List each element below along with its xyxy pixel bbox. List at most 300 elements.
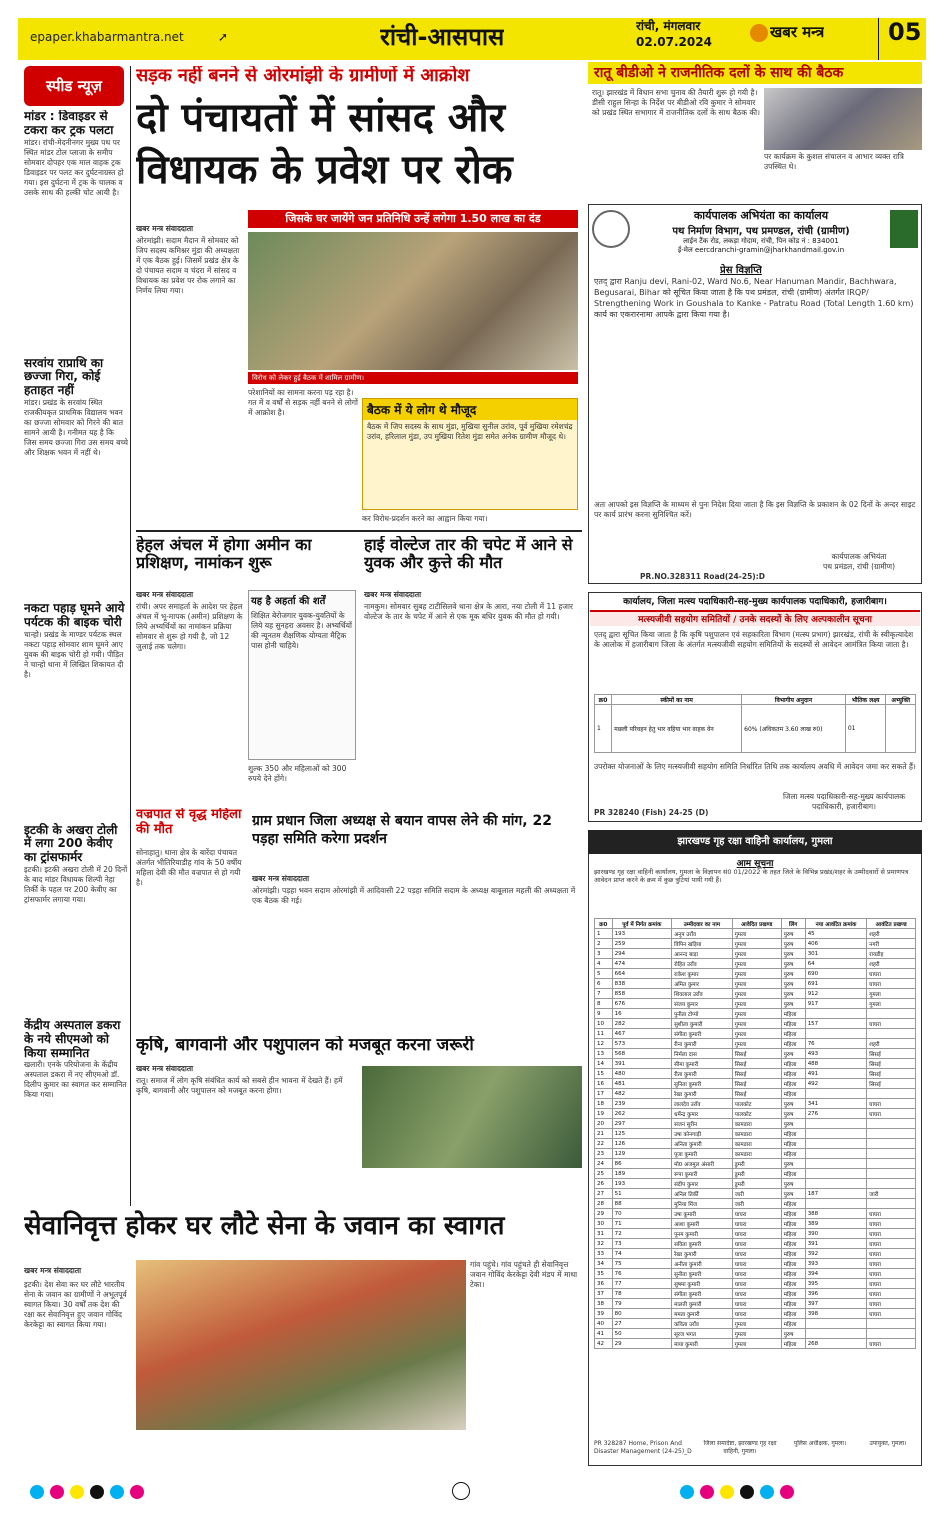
hg-cell: पुरुष: [781, 1329, 805, 1339]
hg-cell: मालती कुमारी: [672, 1299, 733, 1309]
hg-cell: महिला: [781, 1139, 805, 1149]
hg-cell: सिसई: [732, 1049, 781, 1059]
hg-cell: कामडारा: [732, 1139, 781, 1149]
hg-cell: महिला: [781, 1299, 805, 1309]
fish-cell-2: 60% (अधिकतम 3.60 लाख रु0): [742, 705, 846, 753]
hg-cell: घाघरा: [867, 1229, 916, 1239]
hg-cell: संदीप कुमार: [672, 1179, 733, 1189]
hg-cell: 397: [805, 1299, 867, 1309]
hg-cell: [805, 1199, 867, 1209]
hg-cell: कविता उराँव: [672, 1319, 733, 1329]
lead-attendees-title: बैठक में ये लोग थे मौजूद: [363, 399, 577, 420]
hg-cell: 193: [612, 929, 671, 939]
army-title: सेवानिवृत्त होकर घर लौटे सेना के जवान का स्वागत: [24, 1211, 505, 1241]
hg-cell: 396: [805, 1289, 867, 1299]
ratu-photo: [764, 88, 922, 150]
hg-cell: 393: [805, 1259, 867, 1269]
pradhan-title: ग्राम प्रधान जिला अध्यक्ष से बयान वापस लेने की मांग, 22 पड़हा समिति करेगा प्रदर्शन: [252, 813, 552, 847]
hg-cell: 4: [595, 959, 613, 969]
hg-cell: 30: [595, 1219, 613, 1229]
crosshair-icon: [452, 1482, 470, 1500]
hg-cell: 573: [612, 1039, 671, 1049]
hg-cell: गुमला: [732, 1039, 781, 1049]
hg-cell: 64: [805, 959, 867, 969]
hg-cell: 389: [805, 1219, 867, 1229]
hg-col-4: लिंग: [781, 919, 805, 929]
hg-cell: घाघरा: [867, 1019, 916, 1029]
hg-cell: 24: [595, 1159, 613, 1169]
amin-body: रांची। अपर समाहर्ता के आदेश पर हेहल अंचल में भू-मापक (अमीन) प्रशिक्षण के लिये अभ्यर्थियों का नामांकन प्रक्रिया सोमवार से शुरू हो गयी है, जो 12 जुलाई तक चलेगा।: [136, 602, 243, 651]
hg-cell: 71: [612, 1219, 671, 1229]
lead-byline: खबर मन्त्र संवाददाता: [136, 224, 194, 233]
hg-cell: 2: [595, 939, 613, 949]
hg-cell: 392: [805, 1249, 867, 1259]
notice-fish-head: मत्स्यजीवी सहयोग समितियों / उनके सदस्यों के लिए अल्पकालीन सूचना: [590, 610, 920, 626]
hg-cell: कामडारा: [732, 1149, 781, 1159]
agri-title: कृषि, बागवानी और पशुपालन को मजबूत करना जरूरी: [136, 1036, 474, 1055]
hg-cell: 193: [612, 1179, 671, 1189]
hg-cell: 28: [595, 1199, 613, 1209]
hg-cell: सुनिता कुमारी: [672, 1079, 733, 1089]
table-row: [595, 1219, 916, 1229]
hg-cell: 341: [805, 1099, 867, 1109]
hg-cell: [867, 1159, 916, 1169]
hg-cell: [805, 1179, 867, 1189]
hg-cell: 676: [612, 999, 671, 1009]
speed-news-head-1: मांडर : डिवाइडर से टकरा कर ट्रक पलटा: [24, 110, 114, 137]
hg-cell: पुनीता टोप्पो: [672, 1009, 733, 1019]
hg-cell: संगीता कुमारी: [672, 1289, 733, 1299]
hg-col-3: आवेदित प्रखण्ड: [732, 919, 781, 929]
hg-cell: घाघरा: [867, 1269, 916, 1279]
site-url[interactable]: epaper.khabarmantra.net: [30, 30, 184, 44]
speed-news-body-3: चान्हो। प्रखंड के माण्डर पर्यटक स्थल नकटा पहाड़ सोमवार शाम घूमने आए युवक की बाइक चोरी हो गयी। पीड़ित ने चान्हो थाना में लिखित शिकायत दी है।: [24, 629, 124, 679]
hg-cell: मुनिया मिंज: [672, 1199, 733, 1209]
hg-cell: गुमला: [732, 949, 781, 959]
speed-news-head-4: इटकी के अखरा टोली में लगा 200 केवीए का ट्रांसफार्मर: [24, 822, 118, 865]
hg-cell: 5: [595, 969, 613, 979]
hg-cell: 282: [612, 1019, 671, 1029]
hg-cell: 76: [805, 1039, 867, 1049]
hg-cell: 239: [612, 1099, 671, 1109]
speed-news-head-3: नकटा पहाड़ घूमने आये पर्यटक की बाइक चोरी: [24, 600, 125, 629]
hg-cell: सिसई: [732, 1079, 781, 1089]
hg-cell: 3: [595, 949, 613, 959]
hg-cell: 22: [595, 1139, 613, 1149]
table-row: [595, 1029, 916, 1039]
hg-cell: 474: [612, 959, 671, 969]
hg-cell: घाघरा: [732, 1269, 781, 1279]
hg-cell: 1: [595, 929, 613, 939]
hg-cell: 45: [805, 929, 867, 939]
hg-cell: 276: [805, 1109, 867, 1119]
agri-byline: खबर मन्त्र संवाददाता: [136, 1064, 194, 1073]
hg-cell: अमित कुमार: [672, 979, 733, 989]
hg-cell: 16: [612, 1009, 671, 1019]
hg-cell: 10: [595, 1019, 613, 1029]
hg-cell: 394: [805, 1269, 867, 1279]
pradhan-body: ओरमांझी। पड़हा भवन सदाम ओरमांझी में आदिवासी 22 पड़हा समिति सदाम के अध्यक्ष बाबूलाल महली की अध्यक्षता में एक बैठक की गई।: [252, 886, 576, 905]
section-title: रांची-आसपास: [380, 23, 505, 51]
notice-road-pr: PR.NO.328311 Road(24-25):D: [640, 572, 765, 581]
table-row: [595, 1129, 916, 1139]
hg-cell: घाघरा: [867, 1239, 916, 1249]
hg-cell: पुरुष: [781, 1049, 805, 1059]
hg-cell: 42: [595, 1339, 613, 1349]
hg-cell: महिला: [781, 1269, 805, 1279]
hg-cell: [805, 1329, 867, 1339]
hg-cell: 467: [612, 1029, 671, 1039]
hg-cell: [805, 1009, 867, 1019]
hg-cell: 259: [612, 939, 671, 949]
army-body: इटकी। देश सेवा कर घर लौटे भारतीय सेना के जवान का ग्रामीणों ने अभूतपूर्व स्वागत किया। 30 वर्षों तक देश की रक्षा कर सेवानिवृत्त हुए जवान गोविंद केरकेट्टा का स्वागत किया गया।: [24, 1280, 127, 1329]
hg-cell: 262: [612, 1109, 671, 1119]
hg-cell: 26: [595, 1179, 613, 1189]
hg-cell: 80: [612, 1309, 671, 1319]
notice-road-signer-1: कार्यपालक अभियंता: [831, 552, 887, 561]
hg-cell: शहरी: [867, 1039, 916, 1049]
hg-cell: 14: [595, 1059, 613, 1069]
lead-body-1: ओरमांझी। सदाम मैदान में सोमवार को जिप सदस्य कमिश्नर मुंडा की अध्यक्षता में एक बैठक हुई। जिसमें प्रखंड क्षेत्र के दो पंचायत सदाम व चंदरा में सांसद व विधायक का प्रवेश पर रोक लगाने का निर्णय लिया गया।: [136, 236, 240, 295]
hg-cell: 50: [612, 1329, 671, 1339]
hg-cell: 76: [612, 1269, 671, 1279]
hg-cell: 187: [805, 1189, 867, 1199]
notice-road-email: ई-मेल eercdranchi-gramin@jharkhandmail.gov.in: [677, 246, 845, 254]
hg-cell: पुरुष: [781, 1159, 805, 1169]
hg-cell: [805, 1169, 867, 1179]
hg-cell: 568: [612, 1049, 671, 1059]
hg-cell: रेखा कुमारी: [672, 1249, 733, 1259]
table-row: [595, 1069, 916, 1079]
hg-cell: जारी: [732, 1199, 781, 1209]
hg-cell: रायडीह: [867, 949, 916, 959]
hg-cell: 917: [805, 999, 867, 1009]
hg-cell: [867, 1329, 916, 1339]
table-row: [595, 1289, 916, 1299]
hg-cell: 35: [595, 1269, 613, 1279]
hg-cell: 29: [612, 1339, 671, 1349]
hg-cell: घाघरा: [867, 1249, 916, 1259]
hg-cell: सुषमा कुमारी: [672, 1279, 733, 1289]
hg-cell: माया कुमारी: [672, 1339, 733, 1349]
hg-cell: घाघरा: [732, 1279, 781, 1289]
hg-col-1: पूर्व में निर्गत क्रमांक: [612, 919, 671, 929]
hg-cell: पुरुष: [781, 979, 805, 989]
hg-cell: सूरज भगत: [672, 1329, 733, 1339]
hg-cell: मो0 अजमुल अंसारी: [672, 1159, 733, 1169]
hg-cell: 129: [612, 1149, 671, 1159]
hg-cell: [867, 1089, 916, 1099]
lightning-title: वज्रपात से वृद्ध महिला की मौत: [136, 808, 242, 837]
hg-cell: निर्मला दास: [672, 1049, 733, 1059]
notice-road-signer-2: पथ प्रमंडल, रांची (ग्रामीण): [822, 562, 896, 571]
hg-cell: 32: [595, 1239, 613, 1249]
hg-cell: पुरुष: [781, 959, 805, 969]
hg-cell: [867, 1009, 916, 1019]
notice-road-office: कार्यपालक अभियंता का कार्यालय: [693, 209, 829, 222]
hg-cell: घाघरा: [867, 1299, 916, 1309]
ratu-title: रातू बीडीओ ने राजनीतिक दलों के साथ की बैठक: [588, 62, 922, 84]
hg-cell: घाघरा: [867, 1099, 916, 1109]
hg-cell: 125: [612, 1129, 671, 1139]
hg-cell: महिला: [781, 1239, 805, 1249]
hg-cell: शिवलाल उराँव: [672, 989, 733, 999]
hg-cell: घाघरा: [867, 1309, 916, 1319]
speed-news-head-2: सरवांय राप्राथि का छज्जा गिरा, कोई हताहत नहीं: [24, 355, 104, 398]
hg-cell: [867, 1119, 916, 1129]
hg-cell: पालकोट: [732, 1109, 781, 1119]
hg-cell: 17: [595, 1089, 613, 1099]
hg-cell: पुरुष: [781, 1109, 805, 1119]
table-row: [595, 1319, 916, 1329]
hg-cell: सीमा कुमारी: [672, 1059, 733, 1069]
table-row: [595, 1249, 916, 1259]
lead-title: दो पंचायतों में सांसद और विधायक के प्रवेश पर रोक: [136, 95, 513, 193]
hg-cell: घाघरा: [867, 1289, 916, 1299]
hg-cell: घाघरा: [867, 1279, 916, 1289]
lead-tail: कर विरोध-प्रदर्शन करने का आह्वान किया गया।: [362, 514, 488, 523]
hg-cell: पुरुष: [781, 939, 805, 949]
fish-cell-4: [886, 705, 916, 753]
hg-cell: महिला: [781, 1319, 805, 1329]
table-row: [595, 1179, 916, 1189]
hg-cell: गुमला: [732, 1329, 781, 1339]
table-row: [595, 1269, 916, 1279]
hg-cell: घाघरा: [732, 1219, 781, 1229]
fish-cell-1: मछली परिवहन हेतु भार वहिया भार वाहक वेन: [612, 705, 742, 753]
hg-cell: पुरुष: [781, 929, 805, 939]
hg-col-0: क्र0: [595, 919, 613, 929]
hg-cell: सिसई: [732, 1089, 781, 1099]
army-photo: [136, 1260, 466, 1430]
hg-cell: [805, 1149, 867, 1159]
hg-cell: 11: [595, 1029, 613, 1039]
fish-col-4: अभ्युक्ति: [886, 695, 916, 705]
hg-cell: घाघरा: [732, 1289, 781, 1299]
hg-cell: 912: [805, 989, 867, 999]
hg-cell: 25: [595, 1169, 613, 1179]
hg-cell: संजय कुमार: [672, 999, 733, 1009]
hg-cell: रीता कुमारी: [672, 1069, 733, 1079]
table-row: [595, 1169, 916, 1179]
speed-news-body-2: मांडर। प्रखंड के सरवांय स्थित राजकीयकृत प्राथमिक विद्यालय भवन का छज्जा सोमवार को गिरने की बात सामने आयी है। गनीमत यह है कि जिस समय छज्जा गिरा उस समय बच्चे और शिक्षक भवन में नहीं थे।: [24, 397, 128, 457]
hg-cell: सुनीता कुमारी: [672, 1269, 733, 1279]
hg-cell: सिसई: [867, 1069, 916, 1079]
hg-cell: 51: [612, 1189, 671, 1199]
hg-col-5: नया आवंटित क्रमांक: [805, 919, 867, 929]
hg-cell: गुमला: [732, 939, 781, 949]
hg-cell: महिला: [781, 1339, 805, 1349]
lead-body-2: परेशानियों का सामना करना पड़ रहा है। गत में व वर्षों से सड़क नहीं बनने से लोगों में आक्रोश है।: [248, 388, 358, 417]
hg-cell: शहरी: [867, 959, 916, 969]
hg-cell: 27: [595, 1189, 613, 1199]
hg-cell: 480: [612, 1069, 671, 1079]
speed-news-head-5: केंद्रीय अस्पताल डकरा के नये सीएमओ को किया सम्मानित: [24, 1017, 121, 1060]
hg-cell: 86: [612, 1159, 671, 1169]
hg-cell: महिला: [781, 1169, 805, 1179]
hg-cell: 74: [612, 1249, 671, 1259]
amin-criteria-body: शिक्षित बेरोजगार युवक-युवतियों के लिये यह सुनहरा अवसर है। अभ्यर्थियों की न्यूनतम शैक्षणिक योग्यता मैट्रिक पास होनी चाहिये।: [251, 611, 352, 650]
table-row: [595, 1209, 916, 1219]
hg-cell: गुमला: [732, 979, 781, 989]
hg-cell: 16: [595, 1079, 613, 1089]
hg-cell: जारी: [867, 1189, 916, 1199]
fish-col-0: क्र0: [595, 695, 612, 705]
hg-cell: 12: [595, 1039, 613, 1049]
notice-road-press: प्रेस विज्ञप्ति: [720, 265, 762, 276]
hg-cell: 390: [805, 1229, 867, 1239]
hg-cell: महिला: [781, 1149, 805, 1159]
table-row: [595, 1099, 916, 1109]
notice-fish-foot: उपरोक्त योजनाओं के लिए मत्स्यजीवी सहयोग समिति निर्धारित तिथि तक कार्यालय अवधि में आवेदन जमा कर सकते हैं।: [594, 762, 916, 771]
page-number: 05: [888, 18, 922, 46]
hg-cell: 395: [805, 1279, 867, 1289]
hg-cell: गुमला: [732, 1319, 781, 1329]
hg-cell: घाघरा: [867, 969, 916, 979]
hg-cell: सिसई: [867, 1079, 916, 1089]
hg-cell: नगरी: [867, 939, 916, 949]
hg-cell: सजन सुरीन: [672, 1119, 733, 1129]
hg-cell: जारी: [732, 1189, 781, 1199]
hg-cell: 37: [595, 1289, 613, 1299]
table-row: [595, 989, 916, 999]
hg-cell: घाघरा: [867, 1209, 916, 1219]
hg-cell: 481: [612, 1079, 671, 1089]
hg-cell: 6: [595, 979, 613, 989]
hg-cell: महिला: [781, 1229, 805, 1239]
hg-cell: 8: [595, 999, 613, 1009]
notice-road-body-2: अतः आपको इस विज्ञप्ति के माध्यम से पुनः निदेश दिया जाता है कि इस विज्ञप्ति के प्रकाशन के 02 दिनों के अन्दर साइट पर कार्य प्रारंभ करना सुनिश्चित करें।: [594, 500, 916, 519]
notice-fish-office: कार्यालय, जिला मत्स्य पदाधिकारी-सह-मुख्य कार्यपालक पदाधिकारी, हजारीबाग।: [623, 597, 887, 607]
hg-cell: महिला: [781, 1079, 805, 1089]
brand-logo-icon: [750, 24, 768, 42]
army-byline: खबर मन्त्र संवाददाता: [24, 1266, 82, 1275]
wire-byline: खबर मन्त्र संवाददाता: [364, 590, 422, 599]
hg-cell: पुरुष: [781, 949, 805, 959]
hg-cell: 70: [612, 1209, 671, 1219]
hg-cell: महिला: [781, 1029, 805, 1039]
hg-cell: घाघरा: [732, 1259, 781, 1269]
hg-cell: पुरुष: [781, 969, 805, 979]
hg-cell: 9: [595, 1009, 613, 1019]
speed-news-column: [24, 110, 128, 1205]
hg-cell: गुमला: [732, 959, 781, 969]
hg-cell: 36: [595, 1279, 613, 1289]
hg-cell: अनूप उराँव: [672, 929, 733, 939]
hg-cell: धर्मेन्द्र कुमार: [672, 1109, 733, 1119]
hg-cell: गुमला: [732, 969, 781, 979]
hg-cell: गुमला: [732, 1019, 781, 1029]
hg-cell: 7: [595, 989, 613, 999]
hg-cell: 31: [595, 1229, 613, 1239]
hg-cell: पुरुष: [781, 999, 805, 1009]
hg-cell: 34: [595, 1259, 613, 1269]
hg-cell: लालदेव उराँव: [672, 1099, 733, 1109]
hg-cell: 268: [805, 1339, 867, 1349]
hg-cell: [867, 1149, 916, 1159]
cursor-icon: ➚: [218, 30, 229, 44]
amin-tail: शुल्क 350 और महिलाओं को 300 रुपये देने होंगे।: [248, 764, 347, 783]
emblem-icon: [592, 210, 630, 248]
hg-cell: गुमला: [732, 1009, 781, 1019]
table-row: [595, 1049, 916, 1059]
hg-cell: महिला: [781, 1069, 805, 1079]
wire-title: हाई वोल्टेज तार की चपेट में आने से युवक और कुत्ते की मौत: [364, 536, 573, 573]
hg-cell: सिसई: [732, 1069, 781, 1079]
hg-cell: 391: [805, 1239, 867, 1249]
table-row: [595, 939, 916, 949]
table-row: [595, 1119, 916, 1129]
hg-cell: पूनम कुमारी: [672, 1229, 733, 1239]
hg-cell: आनन्द बाड़ा: [672, 949, 733, 959]
table-row: [595, 959, 916, 969]
hg-cell: सिसई: [867, 1059, 916, 1069]
hg-cell: 39: [595, 1309, 613, 1319]
hg-cell: घाघरा: [867, 1339, 916, 1349]
hg-cell: महिला: [781, 1259, 805, 1269]
section-rule: [136, 530, 582, 532]
hg-cell: गुमला: [732, 1029, 781, 1039]
hg-cell: शहरी: [867, 929, 916, 939]
hg-cell: सिसई: [867, 1049, 916, 1059]
hg-cell: राकेश कुमार: [672, 969, 733, 979]
fish-col-3: भौतिक लक्ष्य: [845, 695, 886, 705]
table-row: [595, 1139, 916, 1149]
hg-cell: सविता कुमारी: [672, 1239, 733, 1249]
ratu-body: रातू। झारखंड में विधान सभा चुनाव की तैयारी शुरू हो गयी है। डीसी राहुल सिन्हा के निर्देश पर बीडीओ रवि कुमार ने सोमवार को प्रखंड स्थित सभागार में राजनीतिक दलों के साथ बैठक की।: [592, 88, 760, 117]
notice-road-dept: पथ निर्माण विभाग, पथ प्रमण्डल, रांची (ग्रामीण): [672, 226, 850, 237]
hg-col-6: आवंटित प्रखण्ड: [867, 919, 916, 929]
hg-cell: [805, 1139, 867, 1149]
notice-homeguard-table: [594, 918, 916, 1349]
hg-cell: घाघरा: [732, 1249, 781, 1259]
hg-cell: 488: [805, 1059, 867, 1069]
table-row: [595, 1309, 916, 1319]
hg-cell: 27: [612, 1319, 671, 1329]
hg-cell: 29: [595, 1209, 613, 1219]
hg-cell: [805, 1119, 867, 1129]
hg-cell: पुरुष: [781, 1099, 805, 1109]
hg-cell: गुमला: [732, 1339, 781, 1349]
color-registration-left: [30, 1484, 330, 1500]
hg-cell: 189: [612, 1169, 671, 1179]
table-row: [595, 969, 916, 979]
notice-homeguard-pr: PR 328287 Home, Prison And Disaster Management (24-25)_D: [594, 1440, 692, 1455]
hg-cell: 482: [612, 1089, 671, 1099]
hg-cell: 391: [612, 1059, 671, 1069]
speed-news-logo: स्पीड न्यूज़: [24, 66, 124, 106]
hg-cell: घाघरा: [732, 1229, 781, 1239]
hg-cell: डुमरी: [732, 1169, 781, 1179]
hg-cell: [867, 1139, 916, 1149]
notice-road-header: [636, 208, 886, 255]
notice-fish-pr: PR 328240 (Fish) 24-25 (D): [594, 808, 709, 817]
notice-fish-table: [594, 694, 916, 753]
hg-cell: महिला: [781, 1019, 805, 1029]
hg-cell: 13: [595, 1049, 613, 1059]
notice-homeguard-sig2: पुलिस अधीक्षक, गुमला।: [793, 1440, 847, 1447]
notice-homeguard-sig3: उपायुक्त, गुमला।: [869, 1440, 907, 1447]
hg-cell: घाघरा: [732, 1299, 781, 1309]
table-row: [595, 1089, 916, 1099]
lead-attendees-body: बैठक में जिप सदस्य के साथ मुंडा, मुखिया सुनील उरांव, पूर्व मुखिया रमेशचंद्र उरांव, हरिलाल मुंडा, उप मुखिया रितेश मुंडा समेत अनेक ग्रामीण मौजूद थे।: [367, 422, 573, 441]
hg-cell: आशा कुमारी: [672, 1219, 733, 1229]
table-row: [595, 949, 916, 959]
hg-cell: 77: [612, 1279, 671, 1289]
hg-cell: 858: [612, 989, 671, 999]
hg-cell: विपिन खड़िया: [672, 939, 733, 949]
hg-cell: 19: [595, 1109, 613, 1119]
